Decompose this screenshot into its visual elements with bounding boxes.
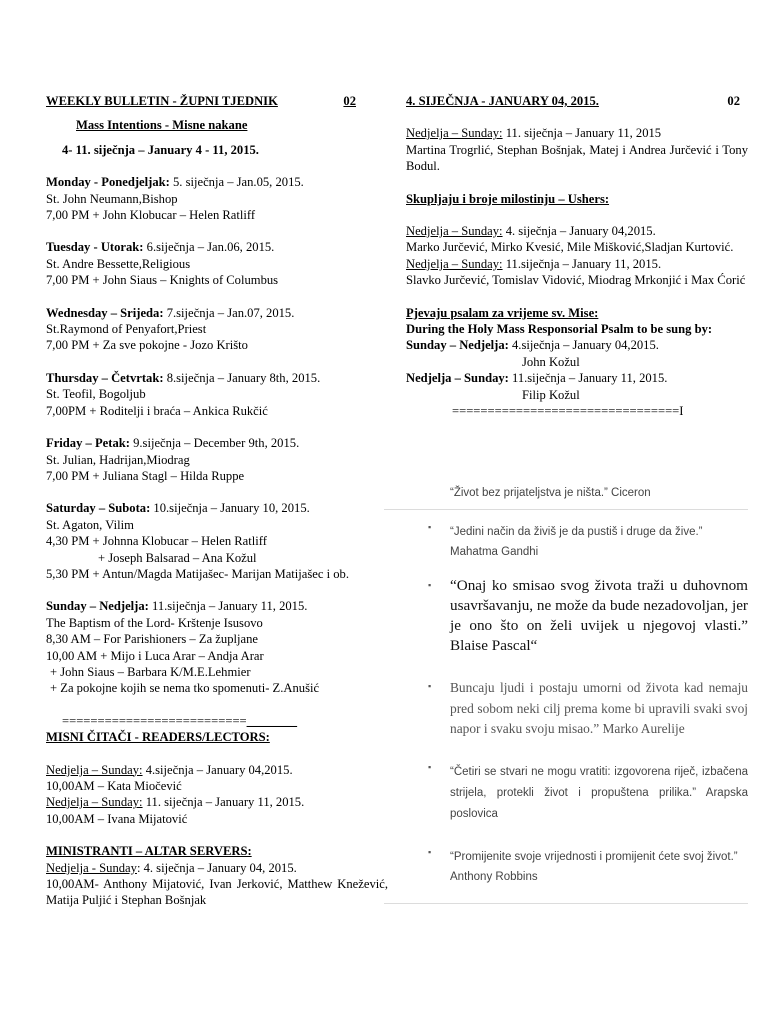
psalm-title: Pjevaju psalam za vrijeme sv. Mise: [406,305,599,320]
bulletin-header [46,93,388,109]
bullet-icon: ▪ [428,681,432,691]
ushers-list: Nedjelja – Sunday: 4. siječnja – January 04,2015. Marko Jurčević, Mirko Kvesić, Mile Mišković,Sladjan Kurtović. Nedjelja – Sunday: 11.siječnja – January 11, 2015. Slavko Jurčević, Tomislav Vidović, Miodrag Mrkonjić i Max Ćorić [406,224,746,288]
ushers-title: Skupljaju i broje milostinju – Ushers: [406,191,610,206]
page-number-right: 02 [727,94,740,108]
separator: ==========================________ [62,713,298,728]
readers-list: Nedjelja – Sunday: 4.siječnja – January 04,2015. 10,00AM – Kata Miočević Nedjelja – Sunday: 11. siječnja – January 11, 2015. 10,00AM – Ivana Mijatović [46,762,305,826]
day-sunday: Sunday – Nedjelja: 11.siječnja – January 11, 2015. The Baptism of the Lord- Krštenje Isusovo 8,30 AM – For Parishioners – Za župljane 10,00 AM + Mijo i Luca Arar – Andja Arar + John Siaus – Barbara K/M.E.Lehmier + Za pokojne kojih se nema tko spomenuti- Z.Anušić [46,599,320,696]
right-column: 4. SIJEČNJA - JANUARY 04, 2015. 02 Nedjelja – Sunday: 11. siječnja – January 11, 2015 Martina Trogrlić, Stephan Bošnjak, Matej i Andrea Jurčević i Tony Bodul. Skupljaju i broje milostinju – Ushers: Nedjelja – Sunday: 4. siječnja – January 04,2015. Marko Jurčević, Mirko Kvesić, Mile Mišković,Sladjan Kurtović. Nedjelja – Sunday: 11.siječnja – January 11, 2015. Slavko Jurčević, Tomislav Vidović, Miodrag Mrkonjić i Max Ćorić Pjevaju psalam za vrijeme sv. Mise: During the Holy Mass Responsorial Psalm to be sung by: Sunday – Nedjelja: 4.siječnja – January 04,2015. John Kožul Nedjelja – Sunday: 11.siječnja – January 11, 2015. Filip Kožul ================================I [406,94,748,419]
quote-item: ▪ “Promijenite svoje vrijednosti i promijenit ćete svoj život.” Anthony Robbins [428,846,738,883]
divider [384,509,748,510]
quote-top: “Život bez prijateljstva je ništa.” Ciceron [450,487,651,499]
separator-right: ================================I [452,404,684,419]
readers-title: MISNI ČITAČI - READERS/LECTORS: [46,730,270,745]
quotes-list [384,522,748,887]
altar-servers-names: 10,00AM- Anthony Mijatović, Ivan Jerković, Matthew Knežević, Matija Puljić i Stephan Bošnjak [46,877,388,908]
week-range: 4- 11. siječnja – January 4 - 11, 2015. [62,142,259,157]
left-column: WEEKLY BULLETIN - ŽUPNI TJEDNIK 02 Mass Intentions - Misne nakane 4- 11. siječnja – January 4 - 11, 2015. Monday - Ponedjeljak: 5. siječnja – Jan.05, 2015. St. John Neumann,Bishop 7,00 PM + John Klobucar – Helen Ratliff Tuesday - Utorak: 6.siječnja – Jan.06, 2015. St. Andre Bessette,Religious 7,00 PM + John Siaus – Knights of Columbus Wednesday – Srijeda: 7.siječnja – Jan.07, 2015. St.Raymond of Penyafort,Priest 7,00 PM + Za sve pokojne - Jozo Krišto Thursday – Četvrtak: 8.siječnja – January 8th, 2015. St. Teofil, Bogoljub 7,00PM + Roditelji i braća – Ankica Rukčić Friday – Petak: 9.siječnja – December 9th, 2015. St. Julian, Hadrijan,Miodrag 7,00 PM + Juliana Stagl – Hilda Ruppe Saturday – Subota: 10.siječnja – January 10, 2015. St. Agaton, Vilim 4,30 PM + Johnna Klobucar – Helen Ratliff + Joseph Balsarad – Ana Kožul 5,30 PM + Antun/Magda Matijašec- Marijan Matijašec i ob. Sunday – Nedjelja: 11.siječnja – January 11, 2015. The Baptism of the Lord- Krštenje Isusovo 8,30 AM – For Parishioners – Za župljane 10,00 AM + Mijo i Luca Arar – Andja Arar + John Siaus – Barbara K/M.E.Lehmier + Za pokojne kojih se nema tko spomenuti- Z.Anušić ==========================________ MISNI ČITAČI - READERS/LECTORS: Nedjelja – Sunday: 4.siječnja – January 04,2015. 10,00AM – Kata Miočević Nedjelja – Sunday: 11. siječnja – January 11, 2015. 10,00AM – Ivana Mijatović MINISTRANTI – ALTAR SERVERS: Nedjelja - Sunday: 4. siječnja – January 04, 2015. 10,00AM- Anthony Mijatović, Ivan Jerković, Matthew Knežević, Matija Puljić i Stephan Bošnjak [46,94,388,908]
day-thursday: Thursday – Četvrtak: 8.siječnja – January 8th, 2015. St. Teofil, Bogoljub 7,00PM + Roditelji i braća – Ankica Rukčić [46,370,321,418]
bullet-icon: ▪ [428,522,432,532]
day-monday: Monday - Ponedjeljak: 5. siječnja – Jan.05, 2015. St. John Neumann,Bishop 7,00 PM + John Klobucar – Helen Ratliff [46,175,304,223]
bullet-icon: ▪ [428,846,432,857]
day-tuesday: Tuesday - Utorak: 6.siječnja – Jan.06, 2015. St. Andre Bessette,Religious 7,00 PM + John Siaus – Knights of Columbus [46,240,279,288]
date-header [406,93,748,109]
altar-servers-names-2: Martina Trogrlić, Stephan Bošnjak, Matej i Andrea Jurčević i Tony Bodul. [406,142,748,174]
day-friday: Friday – Petak: 9.siječnja – December 9th, 2015. St. Julian, Hadrijan,Miodrag 7,00 PM + Juliana Stagl – Hilda Ruppe [46,436,300,483]
bullet-icon: ▪ [428,580,432,590]
quote-item: ▪ “Jedini način da živiš je da pustiš i druge da žive.” Mahatma Gandhi [428,522,703,558]
day-wednesday: Wednesday – Srijeda: 7.siječnja – Jan.07, 2015. St.Raymond of Penyafort,Priest 7,00 PM + Za sve pokojne - Jozo Krišto [46,305,295,353]
quote-item: ▪ “Onaj ko smisao svog života traži u duhovnom usavršavanju, ne može da bude nezadovoljan, jer je ono što on želi uvijek u njegovoj vlasti.” Blaise Pascal“ [428,577,748,654]
page-number: 02 [343,94,356,108]
quotes-box [384,485,748,904]
psalm-list: Sunday – Nedjelja: 4.siječnja – January 04,2015. John Kožul Nedjelja – Sunday: 11.siječnja – January 11, 2015. Filip Kožul [406,338,668,402]
psalm-subtitle: During the Holy Mass Responsorial Psalm to be sung by: [406,322,713,337]
mass-intentions-title: Mass Intentions - Misne nakane [76,118,248,133]
divider-bottom [384,903,748,904]
altar-servers-title: MINISTRANTI – ALTAR SERVERS: [46,844,252,859]
bullet-icon: ▪ [428,761,432,772]
bulletin-title: WEEKLY BULLETIN - ŽUPNI TJEDNIK [46,94,278,108]
quote-item: ▪ “Četiri se stvari ne mogu vratiti: izgovorena riječ, izbačena strijela, protekli život i propuštena prilika.” Arapska poslovica [428,761,748,820]
date-title: 4. SIJEČNJA - JANUARY 04, 2015. [406,94,599,108]
quote-item: ▪ Buncaju ljudi i postaju umorni od života kad nemaju pred sobom neki cilj prema kome bi upravili svaki svoj napor i svaku svoju misao.” Marko Aurelije [428,680,748,736]
day-saturday: Saturday – Subota: 10.siječnja – January 10, 2015. St. Agaton, Vilim 4,30 PM + Johnna Klobucar – Helen Ratliff + Joseph Balsarad – Ana Kožul 5,30 PM + Antun/Magda Matijašec- Marijan Matijašec i ob. [46,501,349,581]
